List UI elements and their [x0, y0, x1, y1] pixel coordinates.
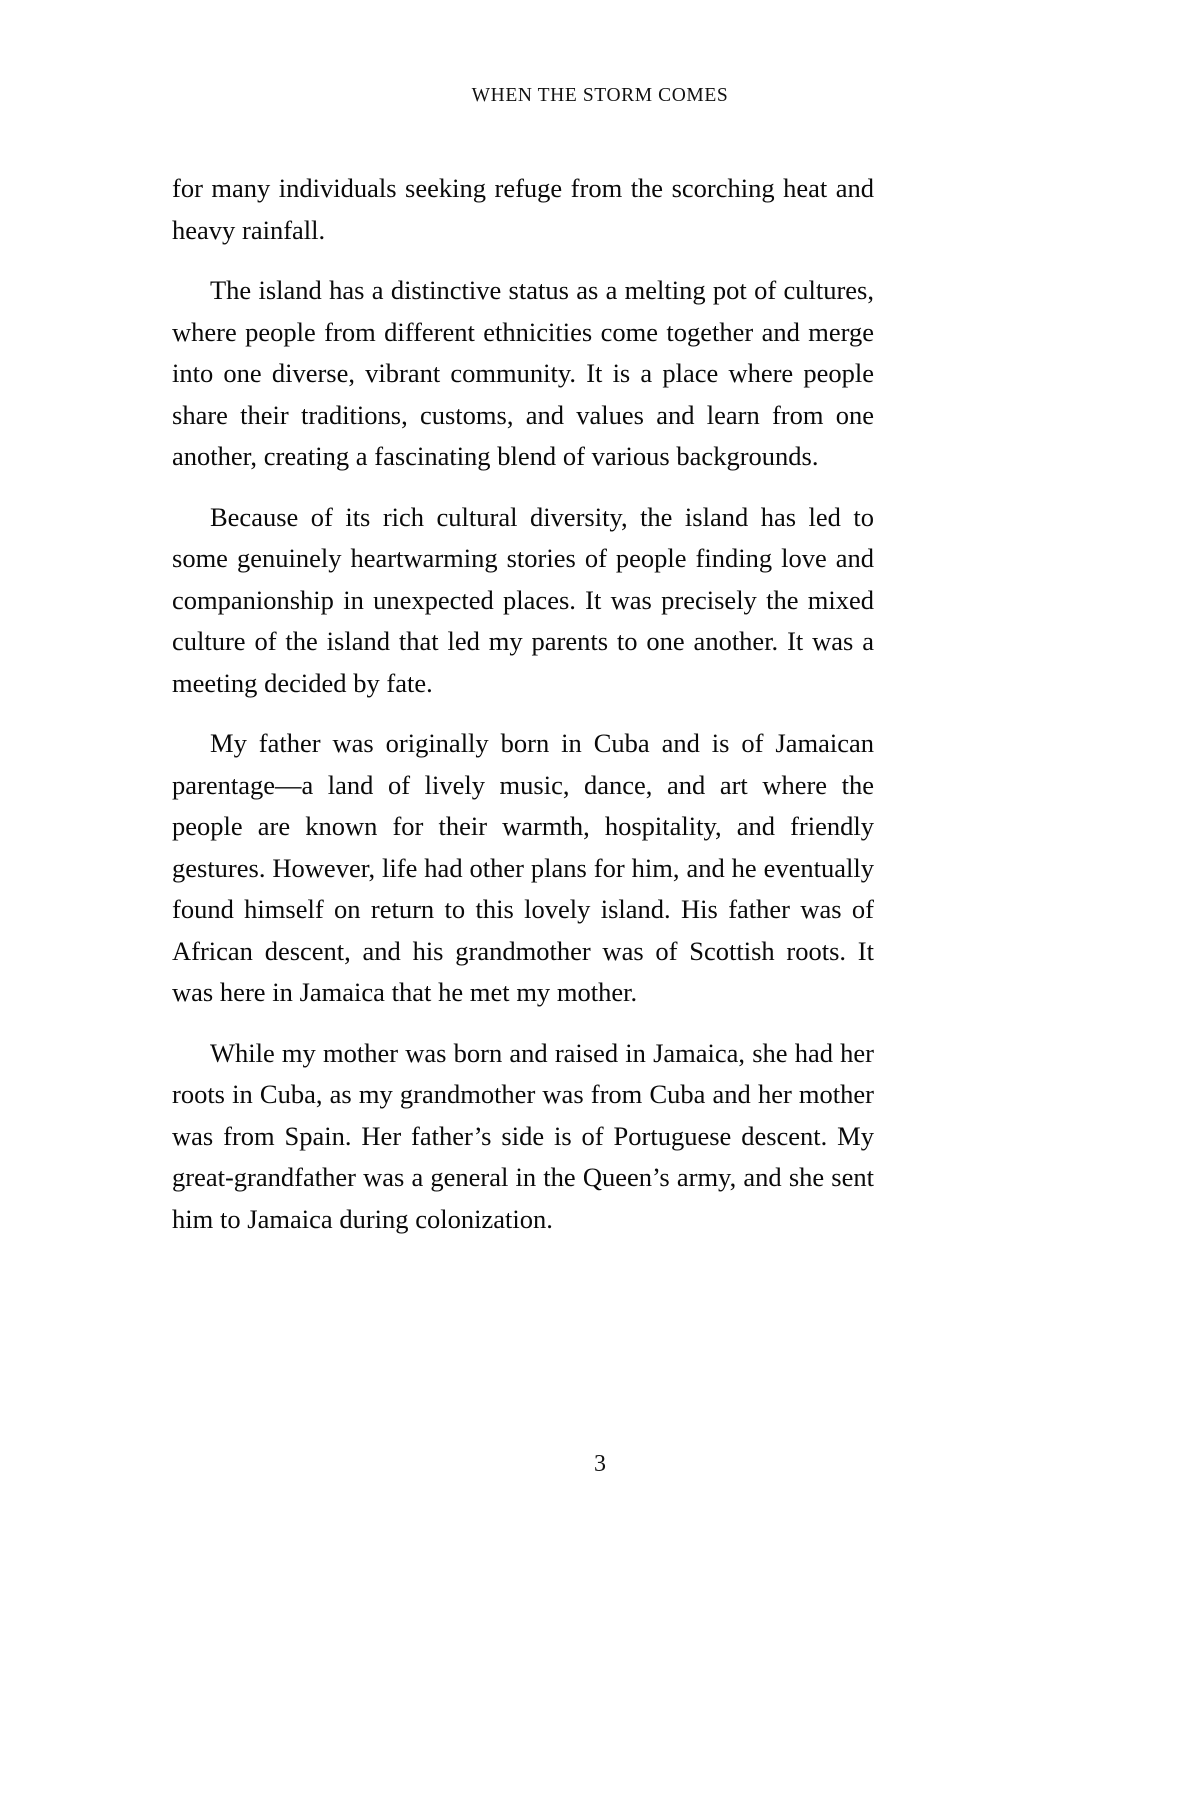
paragraph-5: While my mother was born and raised in Jamaica, she had her roots in Cuba, as my grandmother was from Cuba and her mother was from Spain. Her father’s side is of Portuguese descent. My great-grandfather was a general in the Queen’s army, and she sent him to Jamaica during colonization.	[172, 1037, 874, 1234]
paragraph-3: Because of its rich cultural diversity, the island has led to some genuinely heartwarming stories of people finding love and companionship in unexpected places. It was precisely the mixed culture of the island that led my parents to one another. It was a meeting decided by fate.	[172, 501, 874, 698]
page-number: 3	[594, 1451, 606, 1477]
paragraph-2: The island has a distinctive status as a melting pot of cultures, where people from different ethnicities come together and merge into one diverse, vibrant community. It is a place where people share their traditions, customs, and values and learn from one another, creating a fascinating blend of various backgrounds.	[172, 275, 874, 471]
paragraph-1: for many individuals seeking refuge from the scorching heat and heavy rainfall.	[172, 173, 874, 245]
body-text-column	[172, 168, 874, 1240]
paragraph-4: My father was originally born in Cuba and is of Jamaican parentage—a land of lively music, dance, and art where the people are known for their warmth, hospitality, and friendly gestures. However, life had other plans for him, and he eventually found himself on return to this lovely island. His father was of African descent, and his grandmother was of Scottish roots. It was here in Jamaica that he met my mother.	[172, 728, 874, 1007]
running-head: WHEN THE STORM COMES	[471, 85, 729, 106]
